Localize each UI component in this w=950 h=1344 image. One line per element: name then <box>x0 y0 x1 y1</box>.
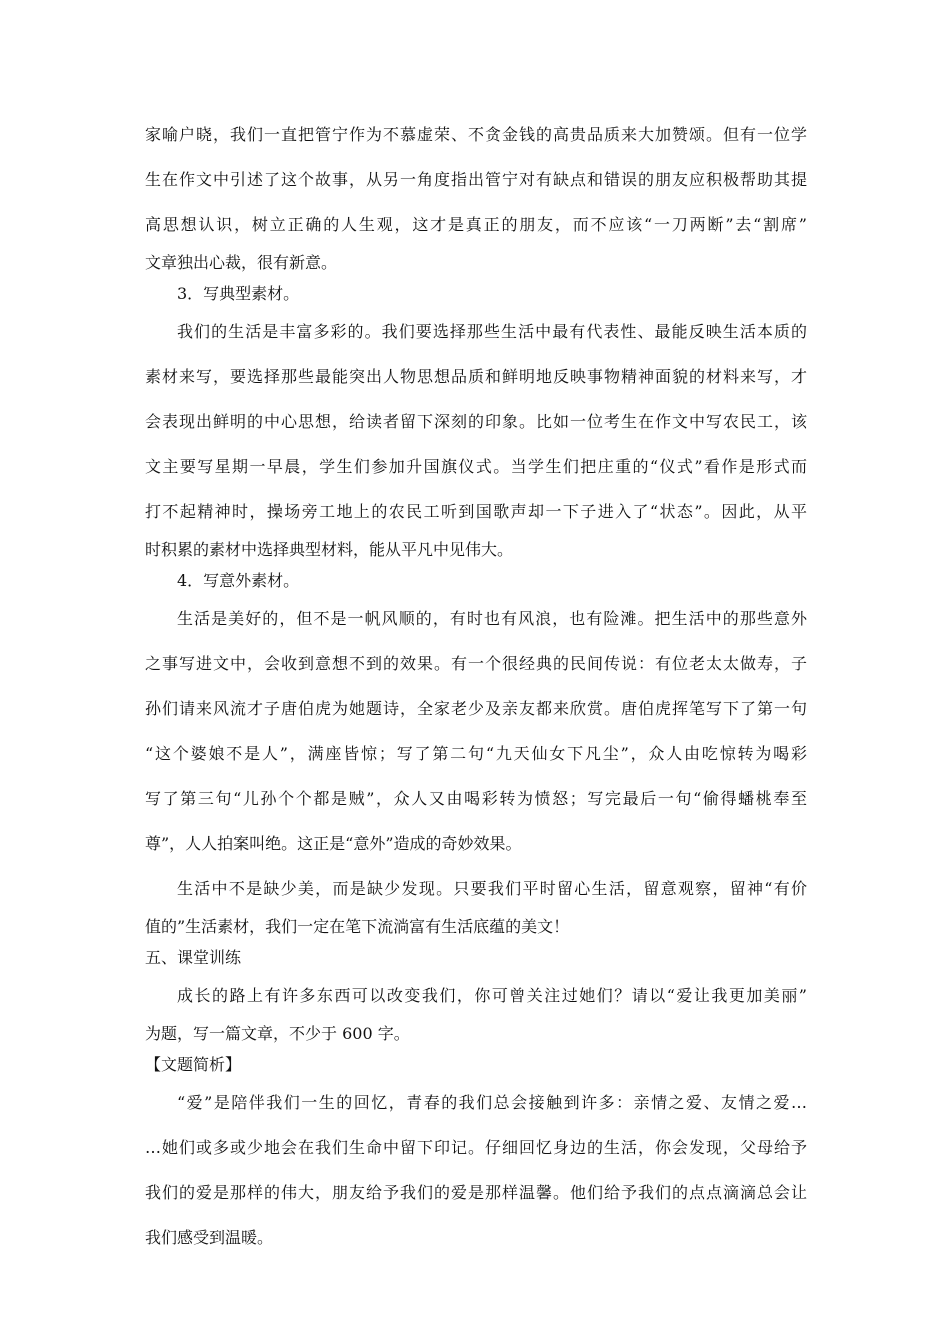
text-line: 文章独出心裁，很有新意。 <box>145 253 338 272</box>
text-line: 时积累的素材中选择典型材料，能从平凡中见伟大。 <box>145 540 514 559</box>
text-line: 家喻户晓，我们一直把管宁作为不慕虚荣、不贪金钱的高贵品质来大加赞颂。但有一位学 <box>145 125 807 144</box>
text-line: 成长的路上有许多东西可以改变我们，你可曾关注过她们？请以“爱让我更加美丽” <box>177 986 807 1005</box>
text-line: 我们感受到温暖。 <box>145 1228 274 1247</box>
text-line: 生在作文中引述了这个故事，从另一角度指出管宁对有缺点和错误的朋友应积极帮助其提 <box>145 170 807 189</box>
text-line: …她们或多或少地会在我们生命中留下印记。仔细回忆身边的生活，你会发现，父母给予 <box>145 1138 807 1157</box>
text-line: 我们的爱是那样的伟大，朋友给予我们的爱是那样温馨。他们给予我们的点点滴滴总会让 <box>145 1183 807 1202</box>
text-line: 尊”，人人拍案叫绝。这正是“意外”造成的奇妙效果。 <box>145 834 522 853</box>
text-line: 我们的生活是丰富多彩的。我们要选择那些生活中最有代表性、最能反映生活本质的 <box>177 322 807 341</box>
text-line: 之事写进文中，会收到意想不到的效果。有一个很经典的民间传说：有位老太太做寿，子 <box>145 654 807 673</box>
text-line: 孙们请来风流才子唐伯虎为她题诗，全家老少及亲友都来欣赏。唐伯虎挥笔写下了第一句 <box>145 699 807 718</box>
text-line: “爱”是陪伴我们一生的回忆，青春的我们总会接触到许多：亲情之爱、友情之爱… <box>177 1093 807 1112</box>
text-line: 素材来写，要选择那些最能突出人物思想品质和鲜明地反映事物精神面貌的材料来写，才 <box>145 367 807 386</box>
text-line: 为题，写一篇文章，不少于 600 字。 <box>145 1024 410 1043</box>
text-line: “这个婆娘不是人”，满座皆惊；写了第二句“九天仙女下凡尘”，众人由吃惊转为喝彩 <box>145 744 807 763</box>
text-line: 文主要写星期一早晨，学生们参加升国旗仪式。当学生们把庄重的“仪式”看作是形式而 <box>145 457 807 476</box>
text-line: 生活中不是缺少美，而是缺少发现。只要我们平时留心生活，留意观察，留神“有价 <box>177 879 807 898</box>
section-heading: 3．写典型素材。 <box>177 284 300 303</box>
text-line: 高思想认识，树立正确的人生观，这才是真正的朋友，而不应该“一刀两断”去“割席” <box>145 215 807 234</box>
text-line: 生活是美好的，但不是一帆风顺的，有时也有风浪，也有险滩。把生活中的那些意外 <box>177 609 807 628</box>
text-line: 值的”生活素材，我们一定在笔下流淌富有生活底蕴的美文！ <box>145 917 570 936</box>
text-line: 写了第三句“儿孙个个都是贼”，众人又由喝彩转为愤怒；写完最后一句“偷得蟠桃奉至 <box>145 789 807 808</box>
section-heading: 【文题简析】 <box>145 1055 242 1074</box>
section-heading: 五、课堂训练 <box>145 948 242 967</box>
text-line: 打不起精神时，操场旁工地上的农民工听到国歌声却一下子进入了“状态”。因此，从平 <box>145 502 807 521</box>
document-body <box>145 112 807 1260</box>
section-heading: 4．写意外素材。 <box>177 571 300 590</box>
text-line: 会表现出鲜明的中心思想，给读者留下深刻的印象。比如一位考生在作文中写农民工，该 <box>145 412 807 431</box>
